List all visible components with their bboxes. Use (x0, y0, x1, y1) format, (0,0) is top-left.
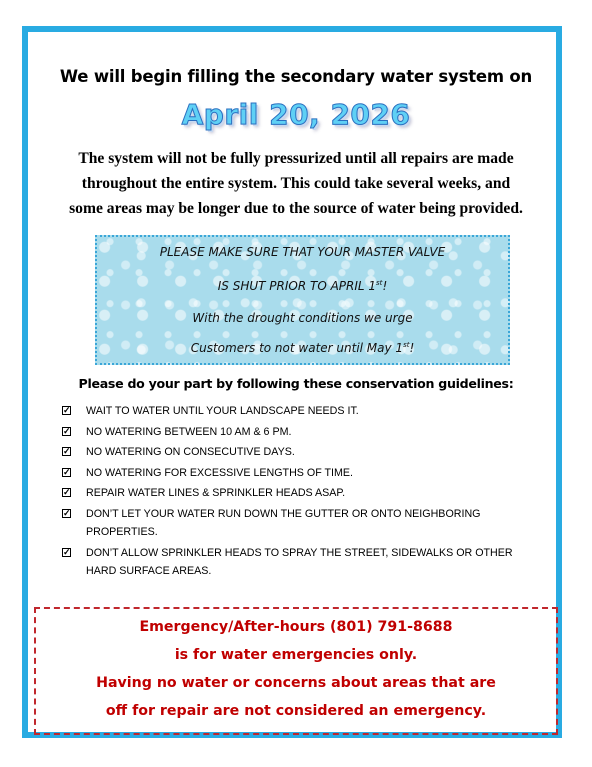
checked-box-icon: ✓ (63, 425, 71, 436)
checked-box-icon: ✓ (63, 546, 71, 557)
guidelines-heading: Please do your part by following these conservation guidelines: (78, 376, 514, 391)
emergency-line: is for water emergencies only. (174, 647, 418, 663)
checked-box-icon: ✓ (63, 466, 71, 477)
guideline-item: ✓ NO WATERING ON CONSECUTIVE DAYS. (63, 446, 295, 459)
guideline-item: ✓ WAIT TO WATER UNTIL YOUR LANDSCAPE NEEDS IT. (63, 405, 359, 417)
emergency-line: Having no water or concerns about areas that are (96, 675, 496, 691)
guideline-item: ✓ REPAIR WATER LINES & SPRINKLER HEADS ASAP. (63, 487, 346, 500)
master-valve-notice (95, 235, 510, 365)
checked-box-icon: ✓ (63, 405, 71, 415)
emergency-line: Emergency/After-hours (801) 791-8688 (139, 619, 453, 635)
notice-line: IS SHUT PRIOR TO APRIL 1st! (217, 279, 388, 293)
notice-line: PLEASE MAKE SURE THAT YOUR MASTER VALVE (159, 245, 446, 259)
body-line: throughout the entire system. This could take several weeks, and (81, 175, 511, 192)
notice-line: With the drought conditions we urge (192, 311, 413, 325)
checked-box-icon: ✓ (63, 446, 71, 457)
guideline-item: ✓ DON’T LET YOUR WATER RUN DOWN THE GUTTER OR ONTO NEIGHBORING PROPERTIES. (63, 507, 481, 538)
body-line: The system will not be fully pressurized until all repairs are made (78, 150, 514, 167)
pressurization-notice (30, 146, 562, 221)
guideline-item: ✓ NO WATERING FOR EXCESSIVE LENGTHS OF TIME. (63, 466, 354, 479)
checked-box-icon: ✓ (63, 487, 71, 498)
emergency-box (34, 607, 558, 735)
headline: We will begin filling the secondary water system on (59, 67, 533, 86)
guideline-item: ✓ DON’T ALLOW SPRINKLER HEADS TO SPRAY THE STREET, SIDEWALKS OR OTHER HARD SURFACE AREAS. (63, 546, 513, 577)
notice-line: Customers to not water until May 1st! (190, 341, 415, 355)
guideline-item: ✓ NO WATERING BETWEEN 10 AM & 6 PM. (63, 425, 292, 438)
checked-box-icon: ✓ (63, 507, 71, 518)
emergency-line: off for repair are not considered an emergency. (105, 703, 487, 719)
body-line: some areas may be longer due to the source of water being provided. (69, 200, 523, 217)
guidelines-list (62, 402, 542, 582)
fill-date: April 20, 2026 (181, 98, 411, 131)
